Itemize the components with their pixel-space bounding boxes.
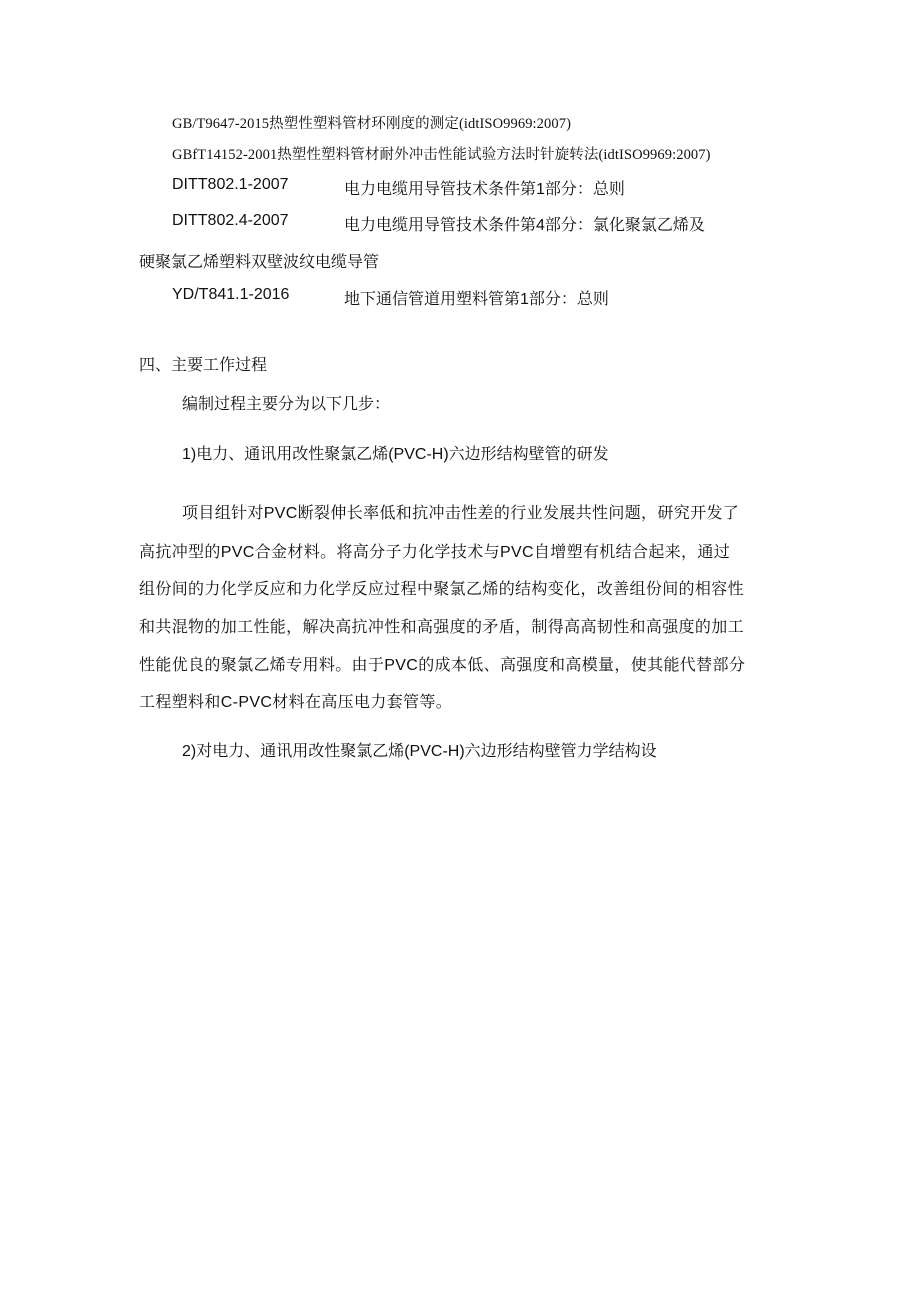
reference-line-gb-t14152: GBfT14152-2001热塑性塑料管材耐外冲击性能试验方法时针旋转法(idtISO9969:2007) — [172, 147, 711, 163]
reference-continuation: 硬聚氯乙烯塑料双壁波纹电缆导管 — [139, 254, 380, 271]
section-heading: 四、主要工作过程 — [139, 357, 268, 374]
reference-row-dl-802-4 — [172, 212, 792, 234]
paragraph-line: 项目组针对PVC断裂伸长率低和抗冲击性差的行业发展共性问题，研究开发了 — [182, 505, 740, 522]
standard-code: DITT802.4-2007 — [172, 212, 289, 229]
reference-row-yd-841-1 — [172, 286, 792, 308]
paragraph-line: 高抗冲型的PVC合金材料。将高分子力化学技术与PVC自增塑有机结合起来，通过 — [139, 544, 731, 561]
paragraph-line: 和共混物的加工性能，解决高抗冲性和高强度的矛盾，制得高高韧性和高强度的加工 — [139, 619, 744, 636]
paragraph-line: 工程塑料和C-PVC材料在高压电力套管等。 — [139, 694, 453, 711]
paragraph-line: 组份间的力化学反应和力化学反应过程中聚氯乙烯的结构变化，改善组份间的相容性 — [139, 581, 744, 598]
section-intro: 编制过程主要分为以下几步： — [182, 396, 391, 413]
standard-code: YD/T841.1-2016 — [172, 286, 290, 303]
reference-row-dl-802-1 — [172, 176, 792, 198]
step-1-heading: 1)电力、通讯用改性聚氯乙烯(PVC-H)六边形结构壁管的研发 — [182, 446, 609, 463]
paragraph-line: 性能优良的聚氯乙烯专用料。由于PVC的成本低、高强度和高模量，使其能代替部分 — [139, 657, 746, 674]
standard-title: 电力电缆用导管技术条件第1部分：总则 — [344, 181, 625, 198]
step-2-heading: 2)对电力、通讯用改性聚氯乙烯(PVC-H)六边形结构壁管力学结构设 — [182, 743, 657, 760]
standard-title: 电力电缆用导管技术条件第4部分：氯化聚氯乙烯及 — [344, 217, 705, 234]
standard-code: DITT802.1-2007 — [172, 176, 289, 193]
reference-line-gb-t9647: GB/T9647-2015热塑性塑料管材环刚度的测定(idtISO9969:2007) — [172, 116, 572, 132]
standard-title: 地下通信管道用塑料管第1部分：总则 — [344, 291, 609, 308]
